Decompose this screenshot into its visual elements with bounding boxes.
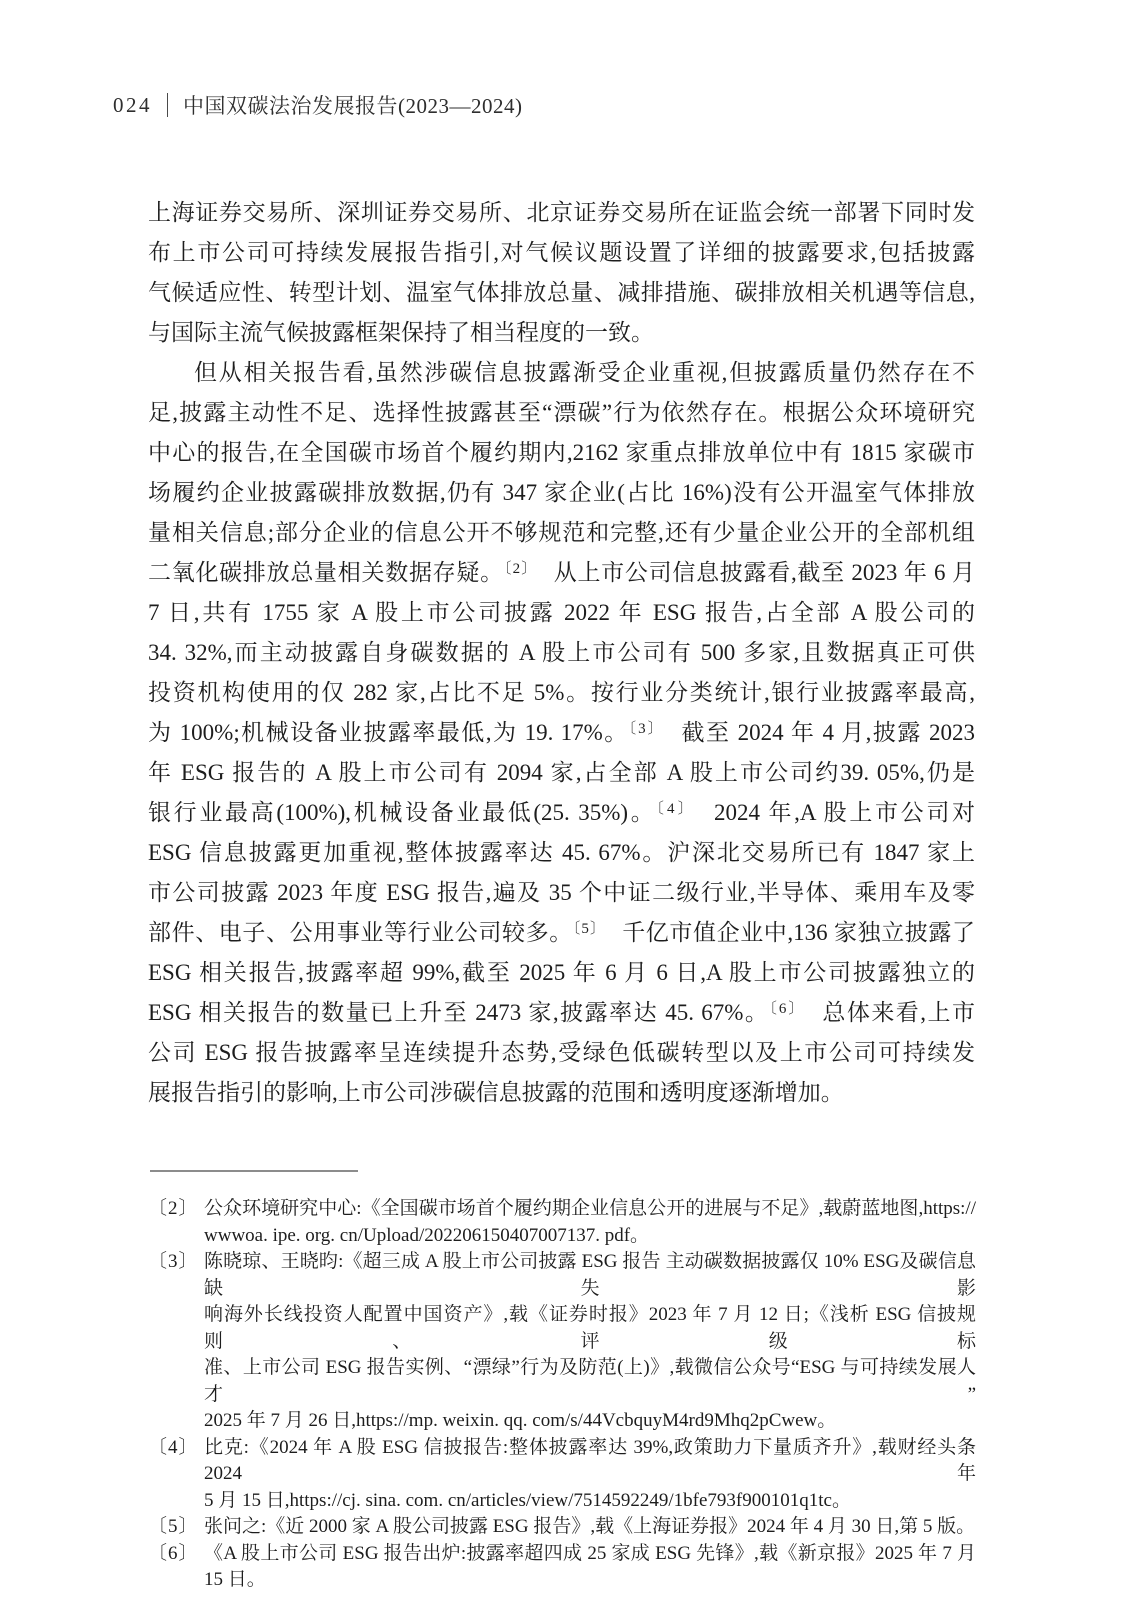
body-line: ESG 相关报告的数量已上升至 2473 家,披露率达 45. 67%。$^{〔6〕}$ 总体来看,上市 xyxy=(148,1000,975,1025)
body-line: 年 ESG 报告的 A 股上市公司有 2094 家,占全部 A 股上市公司约39. 05%,仍是 xyxy=(148,760,975,785)
footnote-item xyxy=(148,1249,976,1435)
footnote-item xyxy=(148,1196,976,1249)
body-line: 布上市公司可持续发展报告指引,对气候议题设置了详细的披露要求,包括披露 xyxy=(148,240,975,265)
footnote-line: 5 月 15 日,https://cj. sina. com. cn/articles/view/7514592249/1bfe793f900101q1tc。 xyxy=(204,1489,851,1511)
body-line: 市公司披露 2023 年度 ESG 报告,遍及 35 个中证二级行业,半导体、乘用车及零 xyxy=(148,880,975,905)
footnote-rule xyxy=(150,1170,358,1172)
body-line: 展报告指引的影响,上市公司涉碳信息披露的范围和透明度逐渐增加。 xyxy=(148,1080,844,1105)
body-line: 二氧化碳排放总量相关数据存疑。$^{〔2〕}$ 从上市公司信息披露看,截至 2023 年 6 月 xyxy=(148,560,975,585)
footnote-label: 〔3〕 xyxy=(148,1251,199,1272)
footnote-label: 〔6〕 xyxy=(148,1542,199,1564)
body-line: 与国际主流气候披露框架保持了相当程度的一致。 xyxy=(148,320,654,345)
paragraph xyxy=(148,353,975,1113)
footnote-line: 《A 股上市公司 ESG 报告出炉:披露率超四成 25 家成 ESG 先锋》,载《新京报》2025 年 7 月 15 日。 xyxy=(204,1542,976,1590)
footnote-line: wwwoa. ipe. org. cn/Upload/202206150407007137. pdf。 xyxy=(204,1224,650,1246)
footnote-line: 公众环境研究中心:《全国碳市场首个履约期企业信息公开的进展与不足》,载蔚蓝地图,https:// xyxy=(204,1198,976,1219)
footnote-ref-marker: 〔4〕 xyxy=(656,801,689,817)
header-divider xyxy=(167,93,168,117)
paragraph xyxy=(148,193,975,353)
footnote-ref-marker: 〔5〕 xyxy=(572,921,599,937)
footnote-label: 〔2〕 xyxy=(148,1198,199,1219)
footnote-line: 2025 年 7 月 26 日,https://mp. weixin. qq. com/s/44VcbquyM4rd9Mhq2pCwew。 xyxy=(204,1410,837,1431)
footnote-line: 陈晓琼、王晓昀:《超三成 A 股上市公司披露 ESG 报告 主动碳数据披露仅 10% ESG及碳信息缺失影 xyxy=(204,1251,976,1299)
footnote-line: 响海外长线投资人配置中国资产》,载《证券时报》2023 年 7 月 12 日;《浅析 ESG 信披规则、评级标 xyxy=(204,1304,976,1352)
footnote-item xyxy=(148,1514,976,1541)
body-text xyxy=(148,193,975,1113)
body-line: 上海证券交易所、深圳证券交易所、北京证券交易所在证监会统一部署下同时发 xyxy=(148,200,975,225)
body-line: 公司 ESG 报告披露率呈连续提升态势,受绿色低碳转型以及上市公司可持续发 xyxy=(148,1040,975,1065)
body-line: 为 100%;机械设备业披露率最低,为 19. 17%。$^{〔3〕}$ 截至 2024 年 4 月,披露 2023 xyxy=(148,720,975,745)
footnote-label: 〔5〕 xyxy=(148,1516,199,1537)
footnote-line: 张问之:《近 2000 家 A 股公司披露 ESG 报告》,载《上海证券报》2024 年 4 月 30 日,第 5 版。 xyxy=(204,1516,976,1537)
footnote-line: 准、上市公司 ESG 报告实例、“漂绿”行为及防范(上)》,载微信公众号“ESG 与可持续发展人才” xyxy=(204,1357,976,1405)
page-header xyxy=(113,90,523,120)
footnote-item xyxy=(148,1541,976,1594)
body-line: ESG 信息披露更加重视,整体披露率达 45. 67%。沪深北交易所已有 1847 家上 xyxy=(148,840,975,865)
footnote-line: 比克:《2024 年 A 股 ESG 信披报告:整体披露率达 39%,政策助力下量质齐升》,载财经头条 2024 年 xyxy=(204,1436,976,1484)
page-header-title: 中国双碳法治发展报告(2023—2024) xyxy=(183,94,523,118)
page-number: 024 xyxy=(113,92,152,117)
body-line: 34. 32%,而主动披露自身碳数据的 A 股上市公司有 500 多家,且数据真正可供 xyxy=(148,640,975,665)
body-line: ESG 相关报告,披露率超 99%,截至 2025 年 6 月 6 日,A 股上市公司披露独立的 xyxy=(148,960,975,985)
body-line: 7 日,共有 1755 家 A 股上市公司披露 2022 年 ESG 报告,占全部 A 股公司的 xyxy=(148,600,975,625)
body-line: 量相关信息;部分企业的信息公开不够规范和完整,还有少量企业公开的全部机组 xyxy=(148,520,975,545)
body-line: 场履约企业披露碳排放数据,仍有 347 家企业(占比 16%)没有公开温室气体排放 xyxy=(148,480,975,505)
body-line: 投资机构使用的仅 282 家,占比不足 5%。按行业分类统计,银行业披露率最高, xyxy=(148,680,975,705)
body-line: 足,披露主动性不足、选择性披露甚至“漂碳”行为依然存在。根据公众环境研究 xyxy=(148,400,975,425)
footnote-item xyxy=(148,1435,976,1515)
body-line: 部件、电子、公用事业等行业公司较多。$^{〔5〕}$ 千亿市值企业中,136 家独立披露了 xyxy=(148,920,975,945)
body-line: 但从相关报告看,虽然涉碳信息披露渐受企业重视,但披露质量仍然存在不 xyxy=(194,360,975,385)
footnote-label: 〔4〕 xyxy=(148,1436,199,1458)
body-line: 气候适应性、转型计划、温室气体排放总量、减排措施、碳排放相关机遇等信息, xyxy=(148,280,975,305)
body-line: 银行业最高(100%),机械设备业最低(25. 35%)。$^{〔4〕}$ 2024 年,A 股上市公司对 xyxy=(148,800,975,825)
footnote-ref-marker: 〔6〕 xyxy=(769,1001,798,1017)
footnote-ref-marker: 〔3〕 xyxy=(628,721,658,737)
body-line: 中心的报告,在全国碳市场首个履约期内,2162 家重点排放单位中有 1815 家碳市 xyxy=(148,440,975,465)
footnotes xyxy=(148,1196,976,1594)
footnote-ref-marker: 〔2〕 xyxy=(503,561,531,577)
